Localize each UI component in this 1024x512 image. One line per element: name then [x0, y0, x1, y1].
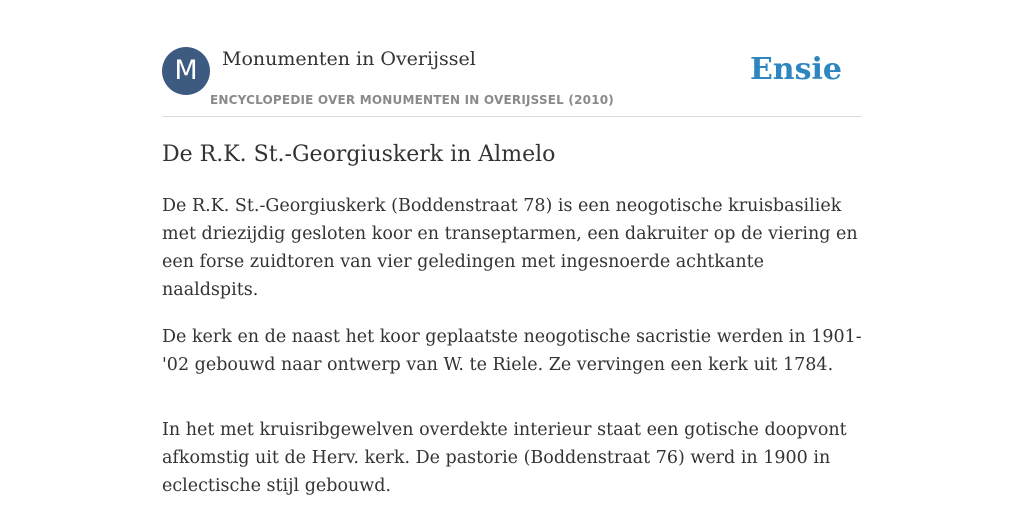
book-avatar[interactable]: M — [162, 47, 210, 95]
paragraph-2: De kerk en de naast het koor geplaatste neogotische sacristie werden in 1901-'02 gebouwd naar ontwerp van W. te Riele. Ze vervingen een kerk uit 1784. — [162, 327, 862, 375]
paragraph-1: De R.K. St.-Georgiuskerk (Boddenstraat 78) is een neogotische kruisbasiliek met driezijdig gesloten koor en transeptarmen, een dakruiter op de viering en een forse zuidtoren van vier geledingen met ingesnoerde achtkante naaldspits. — [162, 196, 858, 300]
book-title-link[interactable]: Monumenten in Overijssel — [222, 48, 476, 70]
book-subtitle: ENCYCLOPEDIE OVER MONUMENTEN IN OVERIJSSEL (2010) — [210, 93, 614, 107]
paragraph-3: In het met kruisribgewelven overdekte interieur staat een gotische doopvont afkomstig uit de Herv. kerk. De pastorie (Boddenstraat 76) werd in 1900 in eclectische stijl gebouwd. — [162, 420, 847, 496]
article-title: De R.K. St.-Georgiuskerk in Almelo — [162, 142, 556, 167]
article-body — [162, 192, 862, 512]
book-header — [162, 46, 862, 117]
ensie-logo[interactable]: Ensie — [749, 52, 842, 87]
